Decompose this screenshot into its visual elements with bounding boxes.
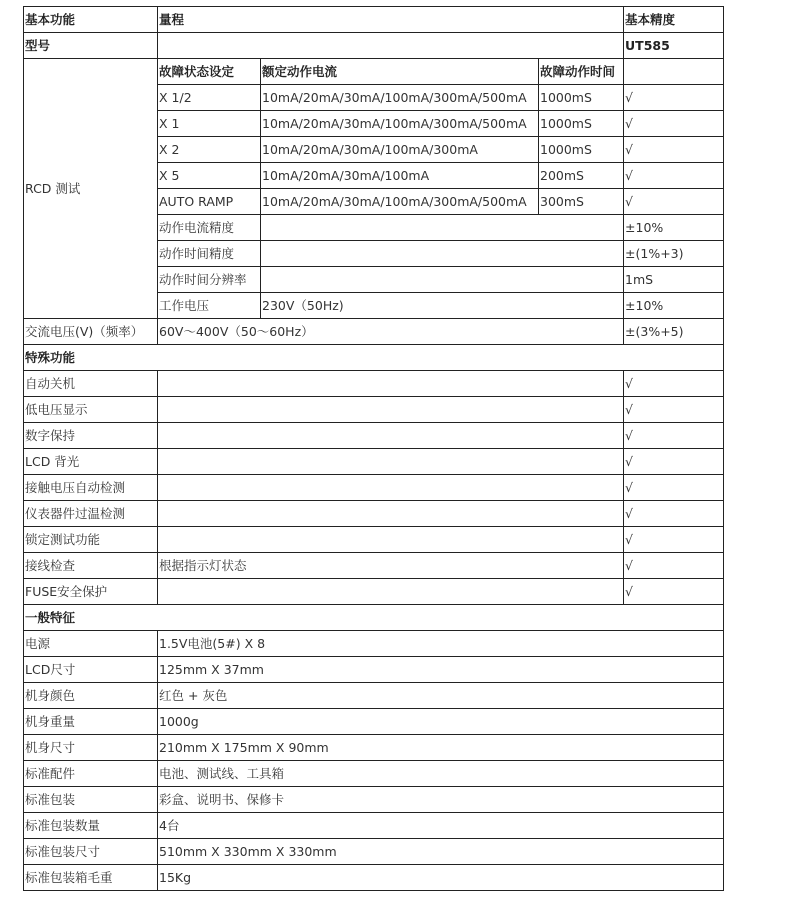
special-value [158,371,624,397]
general-label: LCD尺寸 [24,657,158,683]
model-value: UT585 [624,33,724,59]
special-value [158,423,624,449]
rcd-extra-value [261,241,624,267]
rcd-fault: X 5 [158,163,261,189]
general-label: 机身尺寸 [24,735,158,761]
special-label: FUSE安全保护 [24,579,158,605]
rcd-extra-label: 动作电流精度 [158,215,261,241]
general-row [24,735,724,761]
general-label: 标准配件 [24,761,158,787]
ac-voltage-accuracy: ±(3%+5) [624,319,724,345]
general-value: 210mm X 175mm X 90mm [158,735,724,761]
general-value: 510mm X 330mm X 330mm [158,839,724,865]
header-row [24,7,724,33]
general-value: 125mm X 37mm [158,657,724,683]
general-value: 1.5V电池(5#) X 8 [158,631,724,657]
rcd-extra-accuracy: 1mS [624,267,724,293]
special-value [158,449,624,475]
model-row [24,33,724,59]
rcd-label: RCD 测试 [24,59,158,319]
special-accuracy: √ [624,423,724,449]
rcd-fault: X 2 [158,137,261,163]
special-accuracy: √ [624,397,724,423]
special-row [24,397,724,423]
rcd-current-header: 额定动作电流 [261,59,539,85]
general-section-title: 一般特征 [24,605,724,631]
rcd-current: 10mA/20mA/30mA/100mA/300mA/500mA [261,111,539,137]
rcd-fault: AUTO RAMP [158,189,261,215]
rcd-time: 300mS [539,189,624,215]
rcd-current: 10mA/20mA/30mA/100mA/300mA/500mA [261,189,539,215]
special-label: 仪表器件过温检测 [24,501,158,527]
rcd-current: 10mA/20mA/30mA/100mA/300mA/500mA [261,85,539,111]
rcd-extra-label: 动作时间分辨率 [158,267,261,293]
special-accuracy: √ [624,449,724,475]
spec-table-body [24,7,724,891]
rcd-extra-value [261,215,624,241]
model-empty-cell [158,33,624,59]
rcd-current: 10mA/20mA/30mA/100mA/300mA [261,137,539,163]
special-row [24,501,724,527]
general-row [24,813,724,839]
general-label: 电源 [24,631,158,657]
special-accuracy: √ [624,527,724,553]
general-row [24,709,724,735]
special-label: 锁定测试功能 [24,527,158,553]
general-label: 机身重量 [24,709,158,735]
rcd-accuracy: √ [624,85,724,111]
general-value: 红色 + 灰色 [158,683,724,709]
rcd-fault-header: 故障状态设定 [158,59,261,85]
special-label: 低电压显示 [24,397,158,423]
spec-table [23,6,724,891]
general-row [24,787,724,813]
general-label: 标准包装 [24,787,158,813]
rcd-time: 1000mS [539,111,624,137]
general-row [24,657,724,683]
special-accuracy: √ [624,579,724,605]
special-row [24,553,724,579]
rcd-fault: X 1/2 [158,85,261,111]
special-row [24,449,724,475]
special-value [158,579,624,605]
general-value: 1000g [158,709,724,735]
special-row [24,371,724,397]
rcd-accuracy: √ [624,189,724,215]
general-label: 机身颜色 [24,683,158,709]
special-section-row [24,345,724,371]
general-label: 标准包装箱毛重 [24,865,158,891]
special-label: 数字保持 [24,423,158,449]
special-value: 根据指示灯状态 [158,553,624,579]
general-value: 彩盒、说明书、保修卡 [158,787,724,813]
rcd-extra-value: 230V（50Hz) [261,293,624,319]
special-accuracy: √ [624,475,724,501]
rcd-time: 1000mS [539,85,624,111]
header-basic-function: 基本功能 [24,7,158,33]
rcd-accuracy-header-empty [624,59,724,85]
special-row [24,527,724,553]
special-section-title: 特殊功能 [24,345,724,371]
rcd-subheader-row [24,59,724,85]
rcd-time: 200mS [539,163,624,189]
general-row [24,761,724,787]
special-label: 自动关机 [24,371,158,397]
general-value: 15Kg [158,865,724,891]
ac-voltage-range: 60V～400V（50～60Hz） [158,319,624,345]
special-accuracy: √ [624,371,724,397]
rcd-accuracy: √ [624,111,724,137]
general-label: 标准包装尺寸 [24,839,158,865]
special-row [24,579,724,605]
special-label: LCD 背光 [24,449,158,475]
special-row [24,423,724,449]
general-row [24,631,724,657]
rcd-fault: X 1 [158,111,261,137]
general-label: 标准包装数量 [24,813,158,839]
general-row [24,683,724,709]
special-label: 接线检查 [24,553,158,579]
general-row [24,865,724,891]
general-value: 4台 [158,813,724,839]
header-basic-accuracy: 基本精度 [624,7,724,33]
special-label: 接触电压自动检测 [24,475,158,501]
special-accuracy: √ [624,553,724,579]
ac-voltage-row [24,319,724,345]
model-label: 型号 [24,33,158,59]
rcd-extra-accuracy: ±(1%+3) [624,241,724,267]
special-accuracy: √ [624,501,724,527]
ac-voltage-label: 交流电压(V)（频率） [24,319,158,345]
general-row [24,839,724,865]
rcd-time: 1000mS [539,137,624,163]
general-value: 电池、测试线、工具箱 [158,761,724,787]
special-value [158,397,624,423]
rcd-current: 10mA/20mA/30mA/100mA [261,163,539,189]
rcd-extra-value [261,267,624,293]
header-range: 量程 [158,7,624,33]
general-section-row [24,605,724,631]
rcd-extra-label: 工作电压 [158,293,261,319]
special-value [158,527,624,553]
rcd-extra-accuracy: ±10% [624,215,724,241]
special-row [24,475,724,501]
rcd-accuracy: √ [624,137,724,163]
rcd-extra-accuracy: ±10% [624,293,724,319]
special-value [158,475,624,501]
rcd-accuracy: √ [624,163,724,189]
special-value [158,501,624,527]
rcd-extra-label: 动作时间精度 [158,241,261,267]
rcd-time-header: 故障动作时间 [539,59,624,85]
